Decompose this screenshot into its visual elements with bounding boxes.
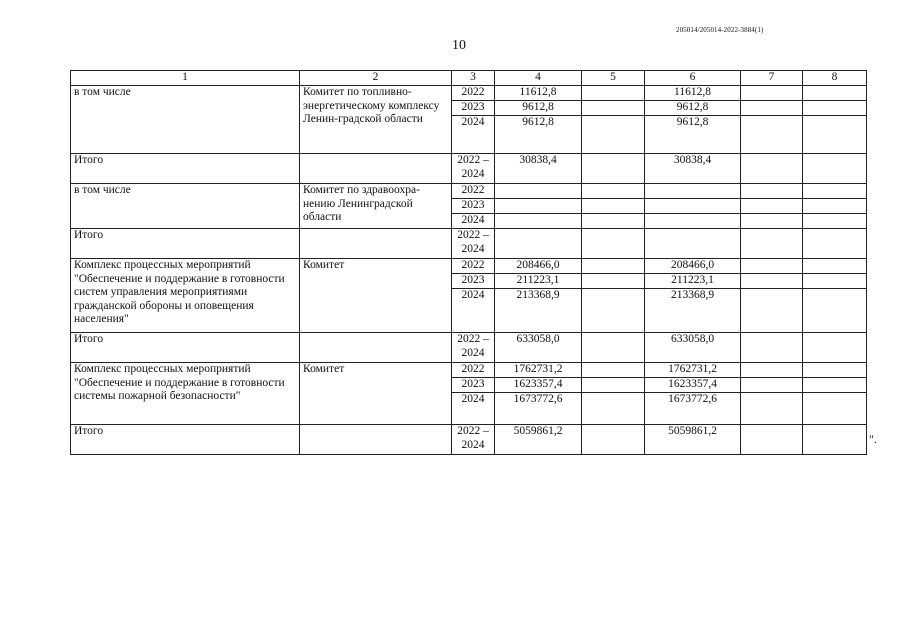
total-label: Итого — [71, 229, 300, 259]
value-cell-col5 — [582, 289, 645, 333]
value-cell-col4: 211223,1 — [495, 274, 582, 289]
value-cell-col6: 1623357,4 — [645, 378, 741, 393]
table-row — [71, 363, 867, 378]
total-value-col4: 633058,0 — [495, 333, 582, 363]
value-cell-col8 — [803, 184, 867, 199]
value-cell-col7 — [741, 393, 803, 425]
total-value-col6: 5059861,2 — [645, 425, 741, 455]
value-cell-col8 — [803, 214, 867, 229]
value-cell-col5 — [582, 214, 645, 229]
value-cell-col4 — [495, 214, 582, 229]
value-cell-col8 — [803, 378, 867, 393]
total-value-col7 — [741, 229, 803, 259]
table-row — [71, 86, 867, 101]
value-cell-col5 — [582, 363, 645, 378]
value-cell-col4: 208466,0 — [495, 259, 582, 274]
total-value-col7 — [741, 333, 803, 363]
total-value-col4: 5059861,2 — [495, 425, 582, 455]
year-range-cell: 2022 – 2024 — [452, 229, 495, 259]
closing-quote-mark: ". — [869, 432, 877, 446]
executor-cell: Комитет по топливно-энергетическому комплексу Ленин-градской области — [300, 86, 452, 154]
value-cell-col7 — [741, 101, 803, 116]
total-value-col7 — [741, 425, 803, 455]
value-cell-col8 — [803, 363, 867, 378]
year-cell: 2022 — [452, 363, 495, 378]
row-label: в том числе — [71, 86, 300, 154]
value-cell-col7 — [741, 214, 803, 229]
total-row — [71, 154, 867, 184]
column-header: 7 — [741, 71, 803, 86]
value-cell-col8 — [803, 116, 867, 154]
value-cell-col6: 1673772,6 — [645, 393, 741, 425]
page-number: 10 — [452, 38, 466, 53]
table-header-row — [71, 71, 867, 86]
executor-cell: Комитет — [300, 363, 452, 425]
year-range-cell: 2022 – 2024 — [452, 154, 495, 184]
document-id: 205014/205014-2022-3884(1) — [676, 26, 764, 34]
total-value-col5 — [582, 425, 645, 455]
year-cell: 2023 — [452, 199, 495, 214]
year-cell: 2022 — [452, 184, 495, 199]
value-cell-col6 — [645, 199, 741, 214]
total-value-col8 — [803, 333, 867, 363]
value-cell-col5 — [582, 116, 645, 154]
value-cell-col5 — [582, 274, 645, 289]
total-value-col6: 30838,4 — [645, 154, 741, 184]
value-cell-col6: 211223,1 — [645, 274, 741, 289]
budget-table — [70, 70, 867, 455]
value-cell-col6: 11612,8 — [645, 86, 741, 101]
table-row — [71, 184, 867, 199]
total-value-col5 — [582, 154, 645, 184]
value-cell-col5 — [582, 86, 645, 101]
year-cell: 2024 — [452, 214, 495, 229]
year-cell: 2024 — [452, 393, 495, 425]
value-cell-col6: 9612,8 — [645, 116, 741, 154]
value-cell-col8 — [803, 199, 867, 214]
value-cell-col8 — [803, 101, 867, 116]
value-cell-col7 — [741, 274, 803, 289]
total-value-col8 — [803, 229, 867, 259]
total-value-col6: 633058,0 — [645, 333, 741, 363]
year-cell: 2024 — [452, 116, 495, 154]
value-cell-col5 — [582, 259, 645, 274]
year-cell: 2023 — [452, 101, 495, 116]
value-cell-col8 — [803, 393, 867, 425]
value-cell-col5 — [582, 378, 645, 393]
value-cell-col4: 213368,9 — [495, 289, 582, 333]
value-cell-col7 — [741, 259, 803, 274]
column-header: 8 — [803, 71, 867, 86]
value-cell-col8 — [803, 86, 867, 101]
column-header: 1 — [71, 71, 300, 86]
value-cell-col4: 9612,8 — [495, 116, 582, 154]
year-cell: 2022 — [452, 259, 495, 274]
value-cell-col6: 1762731,2 — [645, 363, 741, 378]
year-cell: 2022 — [452, 86, 495, 101]
value-cell-col4 — [495, 184, 582, 199]
value-cell-col7 — [741, 116, 803, 154]
total-label: Итого — [71, 333, 300, 363]
total-value-col5 — [582, 229, 645, 259]
executor-cell — [300, 229, 452, 259]
executor-cell — [300, 333, 452, 363]
row-label: в том числе — [71, 184, 300, 229]
value-cell-col6: 213368,9 — [645, 289, 741, 333]
row-label: Комплекс процессных мероприятий "Обеспечение и поддержание в готовности системы пожарной безопасности" — [71, 363, 300, 425]
total-row — [71, 333, 867, 363]
column-header: 6 — [645, 71, 741, 86]
value-cell-col5 — [582, 199, 645, 214]
table-row — [71, 259, 867, 274]
executor-cell: Комитет по здравоохра-нению Ленинградской области — [300, 184, 452, 229]
total-value-col4: 30838,4 — [495, 154, 582, 184]
value-cell-col8 — [803, 259, 867, 274]
value-cell-col7 — [741, 289, 803, 333]
total-value-col7 — [741, 154, 803, 184]
value-cell-col7 — [741, 363, 803, 378]
year-range-cell: 2022 – 2024 — [452, 425, 495, 455]
column-header: 3 — [452, 71, 495, 86]
total-row — [71, 425, 867, 455]
executor-cell — [300, 425, 452, 455]
value-cell-col5 — [582, 101, 645, 116]
value-cell-col4: 1673772,6 — [495, 393, 582, 425]
total-label: Итого — [71, 425, 300, 455]
row-label: Комплекс процессных мероприятий "Обеспечение и поддержание в готовности систем управления мероприятиями гражданской обороны и оповещения населения" — [71, 259, 300, 333]
value-cell-col4: 9612,8 — [495, 101, 582, 116]
total-value-col8 — [803, 425, 867, 455]
total-row — [71, 229, 867, 259]
year-cell: 2023 — [452, 378, 495, 393]
column-header: 4 — [495, 71, 582, 86]
value-cell-col6 — [645, 184, 741, 199]
column-header: 2 — [300, 71, 452, 86]
value-cell-col5 — [582, 184, 645, 199]
column-header: 5 — [582, 71, 645, 86]
value-cell-col4 — [495, 199, 582, 214]
total-label: Итого — [71, 154, 300, 184]
value-cell-col8 — [803, 289, 867, 333]
total-value-col4 — [495, 229, 582, 259]
value-cell-col6: 9612,8 — [645, 101, 741, 116]
value-cell-col7 — [741, 86, 803, 101]
executor-cell — [300, 154, 452, 184]
total-value-col8 — [803, 154, 867, 184]
year-cell: 2023 — [452, 274, 495, 289]
executor-cell: Комитет — [300, 259, 452, 333]
value-cell-col7 — [741, 378, 803, 393]
value-cell-col5 — [582, 393, 645, 425]
total-value-col5 — [582, 333, 645, 363]
value-cell-col6 — [645, 214, 741, 229]
total-value-col6 — [645, 229, 741, 259]
year-range-cell: 2022 – 2024 — [452, 333, 495, 363]
value-cell-col8 — [803, 274, 867, 289]
value-cell-col4: 1623357,4 — [495, 378, 582, 393]
year-cell: 2024 — [452, 289, 495, 333]
value-cell-col4: 1762731,2 — [495, 363, 582, 378]
value-cell-col6: 208466,0 — [645, 259, 741, 274]
value-cell-col7 — [741, 184, 803, 199]
value-cell-col7 — [741, 199, 803, 214]
value-cell-col4: 11612,8 — [495, 86, 582, 101]
